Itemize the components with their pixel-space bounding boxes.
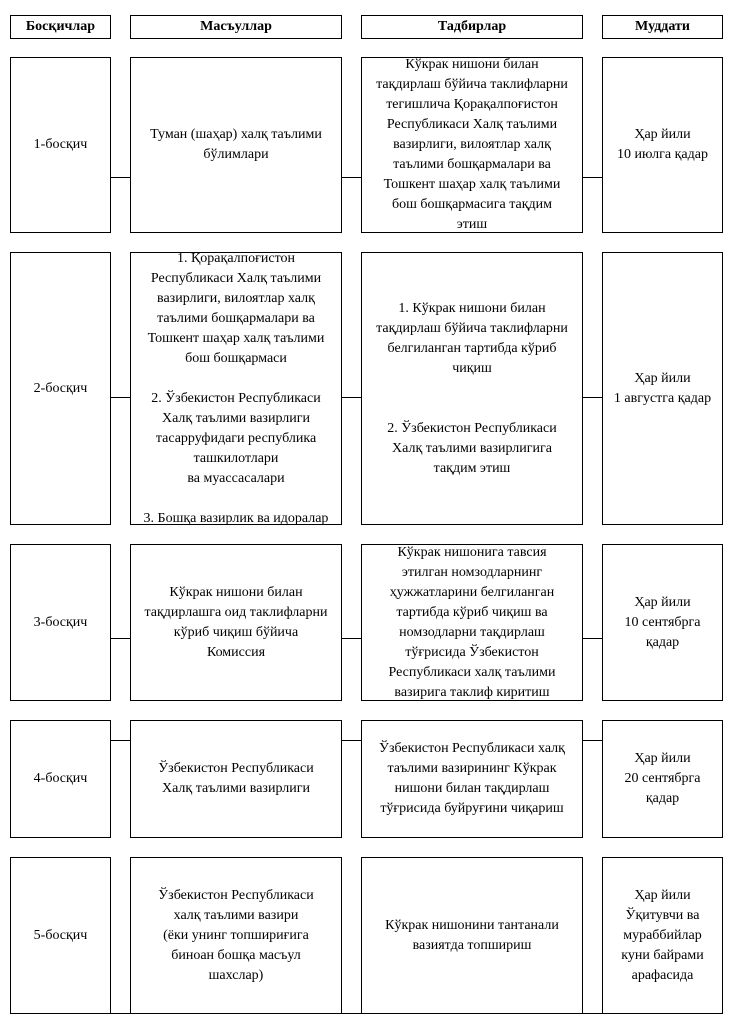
stage-2-label: 2-босқич xyxy=(33,380,88,396)
connector-5a xyxy=(111,1013,130,1014)
responsible-4-box xyxy=(130,720,342,838)
measures-1-box xyxy=(361,57,583,233)
connector-4c xyxy=(583,740,602,741)
responsible-5-box xyxy=(130,857,342,1014)
deadline-1-text: Ҳар йили 10 июлга қадар xyxy=(617,127,708,162)
header-responsible: Масъуллар xyxy=(130,15,342,39)
stage-1-label: 1-босқич xyxy=(33,137,88,152)
measures-4-text: Ўзбекистон Республикаси халқ таълими вазирининг Кўкрак нишони билан тақдирлаш тўғрисида буйруғини чиқариш xyxy=(379,741,565,816)
connector-5c xyxy=(583,1013,602,1014)
measures-4-box xyxy=(361,720,583,838)
deadline-3-box xyxy=(602,544,723,701)
header-measures: Тадбирлар xyxy=(361,15,583,39)
measures-2-box xyxy=(361,252,583,525)
deadline-3-text: Ҳар йили 10 сентябрга қадар xyxy=(624,594,701,650)
connector-2c xyxy=(583,397,602,398)
header-stages: Босқичлар xyxy=(10,15,111,39)
connector-1c xyxy=(583,177,602,178)
measures-5-text: Кўкрак нишонини тантанали вазиятда топшириш xyxy=(385,917,559,953)
connector-1a xyxy=(111,177,130,178)
stage-1-box xyxy=(10,57,111,233)
responsible-2-text: 1. Қорақалпоғистон Республикаси Халқ таълими вазирлиги, вилоятлар халқ таълими бошқармалари ва Тошкент шаҳар халқ таълими бош бошқармаси 2. Ўзбекистон Республикаси Халқ таълими вазирлиги тасарруфидаги республика ташкилотлари ва муассасалари 3. Бошқа вазирлик ва идоралар xyxy=(143,250,329,526)
connector-4a xyxy=(111,740,130,741)
stage-2-box xyxy=(10,252,111,525)
responsible-2-box xyxy=(130,252,342,525)
responsible-1-text: Туман (шаҳар) халқ таълими бўлимлари xyxy=(150,127,322,162)
responsible-4-text: Ўзбекистон Республикаси Халқ таълими вазирлиги xyxy=(158,761,314,796)
responsible-5-text: Ўзбекистон Республикаси халқ таълими вазири (ёки унинг топшириғига биноан бошқа масъул шахслар) xyxy=(158,887,314,983)
stage-3-label: 3-босқич xyxy=(33,614,88,630)
deadline-4-box xyxy=(602,720,723,838)
stage-4-box xyxy=(10,720,111,838)
connector-1b xyxy=(342,177,361,178)
stage-3-box xyxy=(10,544,111,701)
responsible-1-box xyxy=(130,57,342,233)
connector-2a xyxy=(111,397,130,398)
measures-2-text: 1. Кўкрак нишони билан тақдирлаш бўйича таклифларни белгиланган тартибда кўриб чиқиш 2. Ўзбекистон Республикаси Халқ таълими вазирлигига тақдим этиш xyxy=(376,300,568,476)
responsible-3-text: Кўкрак нишони билан тақдирлашга оид таклифларни кўриб чиқиш бўйича Комиссия xyxy=(144,584,328,660)
connector-3c xyxy=(583,638,602,639)
connector-3b xyxy=(342,638,361,639)
deadline-2-box xyxy=(602,252,723,525)
responsible-3-box xyxy=(130,544,342,701)
connector-5b xyxy=(342,1013,361,1014)
deadline-2-text: Ҳар йили 1 августга қадар xyxy=(613,370,712,406)
connector-3a xyxy=(111,638,130,639)
deadline-1-box xyxy=(602,57,723,233)
measures-5-box xyxy=(361,857,583,1014)
stage-4-label: 4-босқич xyxy=(33,771,88,786)
stage-5-label: 5-босқич xyxy=(33,927,88,943)
measures-3-box xyxy=(361,544,583,701)
deadline-5-text: Ҳар йили Ўқитувчи ва мураббийлар куни байрами арафасида xyxy=(621,887,704,983)
connector-2b xyxy=(342,397,361,398)
measures-1-text: Кўкрак нишони билан тақдирлаш бўйича таклифларни тегишлича Қорақалпоғистон Республикаси Халқ таълими вазирлиги, вилоятлар халқ таълими бошқармалари ва Тошкент шаҳар халқ таълими бош бошқармасига тақдим этиш xyxy=(376,57,568,232)
connector-4b xyxy=(342,740,361,741)
header-deadlines: Муддати xyxy=(602,15,723,39)
stage-5-box xyxy=(10,857,111,1014)
measures-3-text: Кўкрак нишонига тавсия этилган номзодларнинг ҳужжатларини белгиланган тартибда кўриб чиқиш ва номзодларни тақдирлаш тўғрисида Ўзбекистон Республикаси халқ таълими вазирига таклиф киритиш xyxy=(388,544,556,700)
deadline-4-text: Ҳар йили 20 сентябрга қадар xyxy=(624,751,701,806)
deadline-5-box xyxy=(602,857,723,1014)
